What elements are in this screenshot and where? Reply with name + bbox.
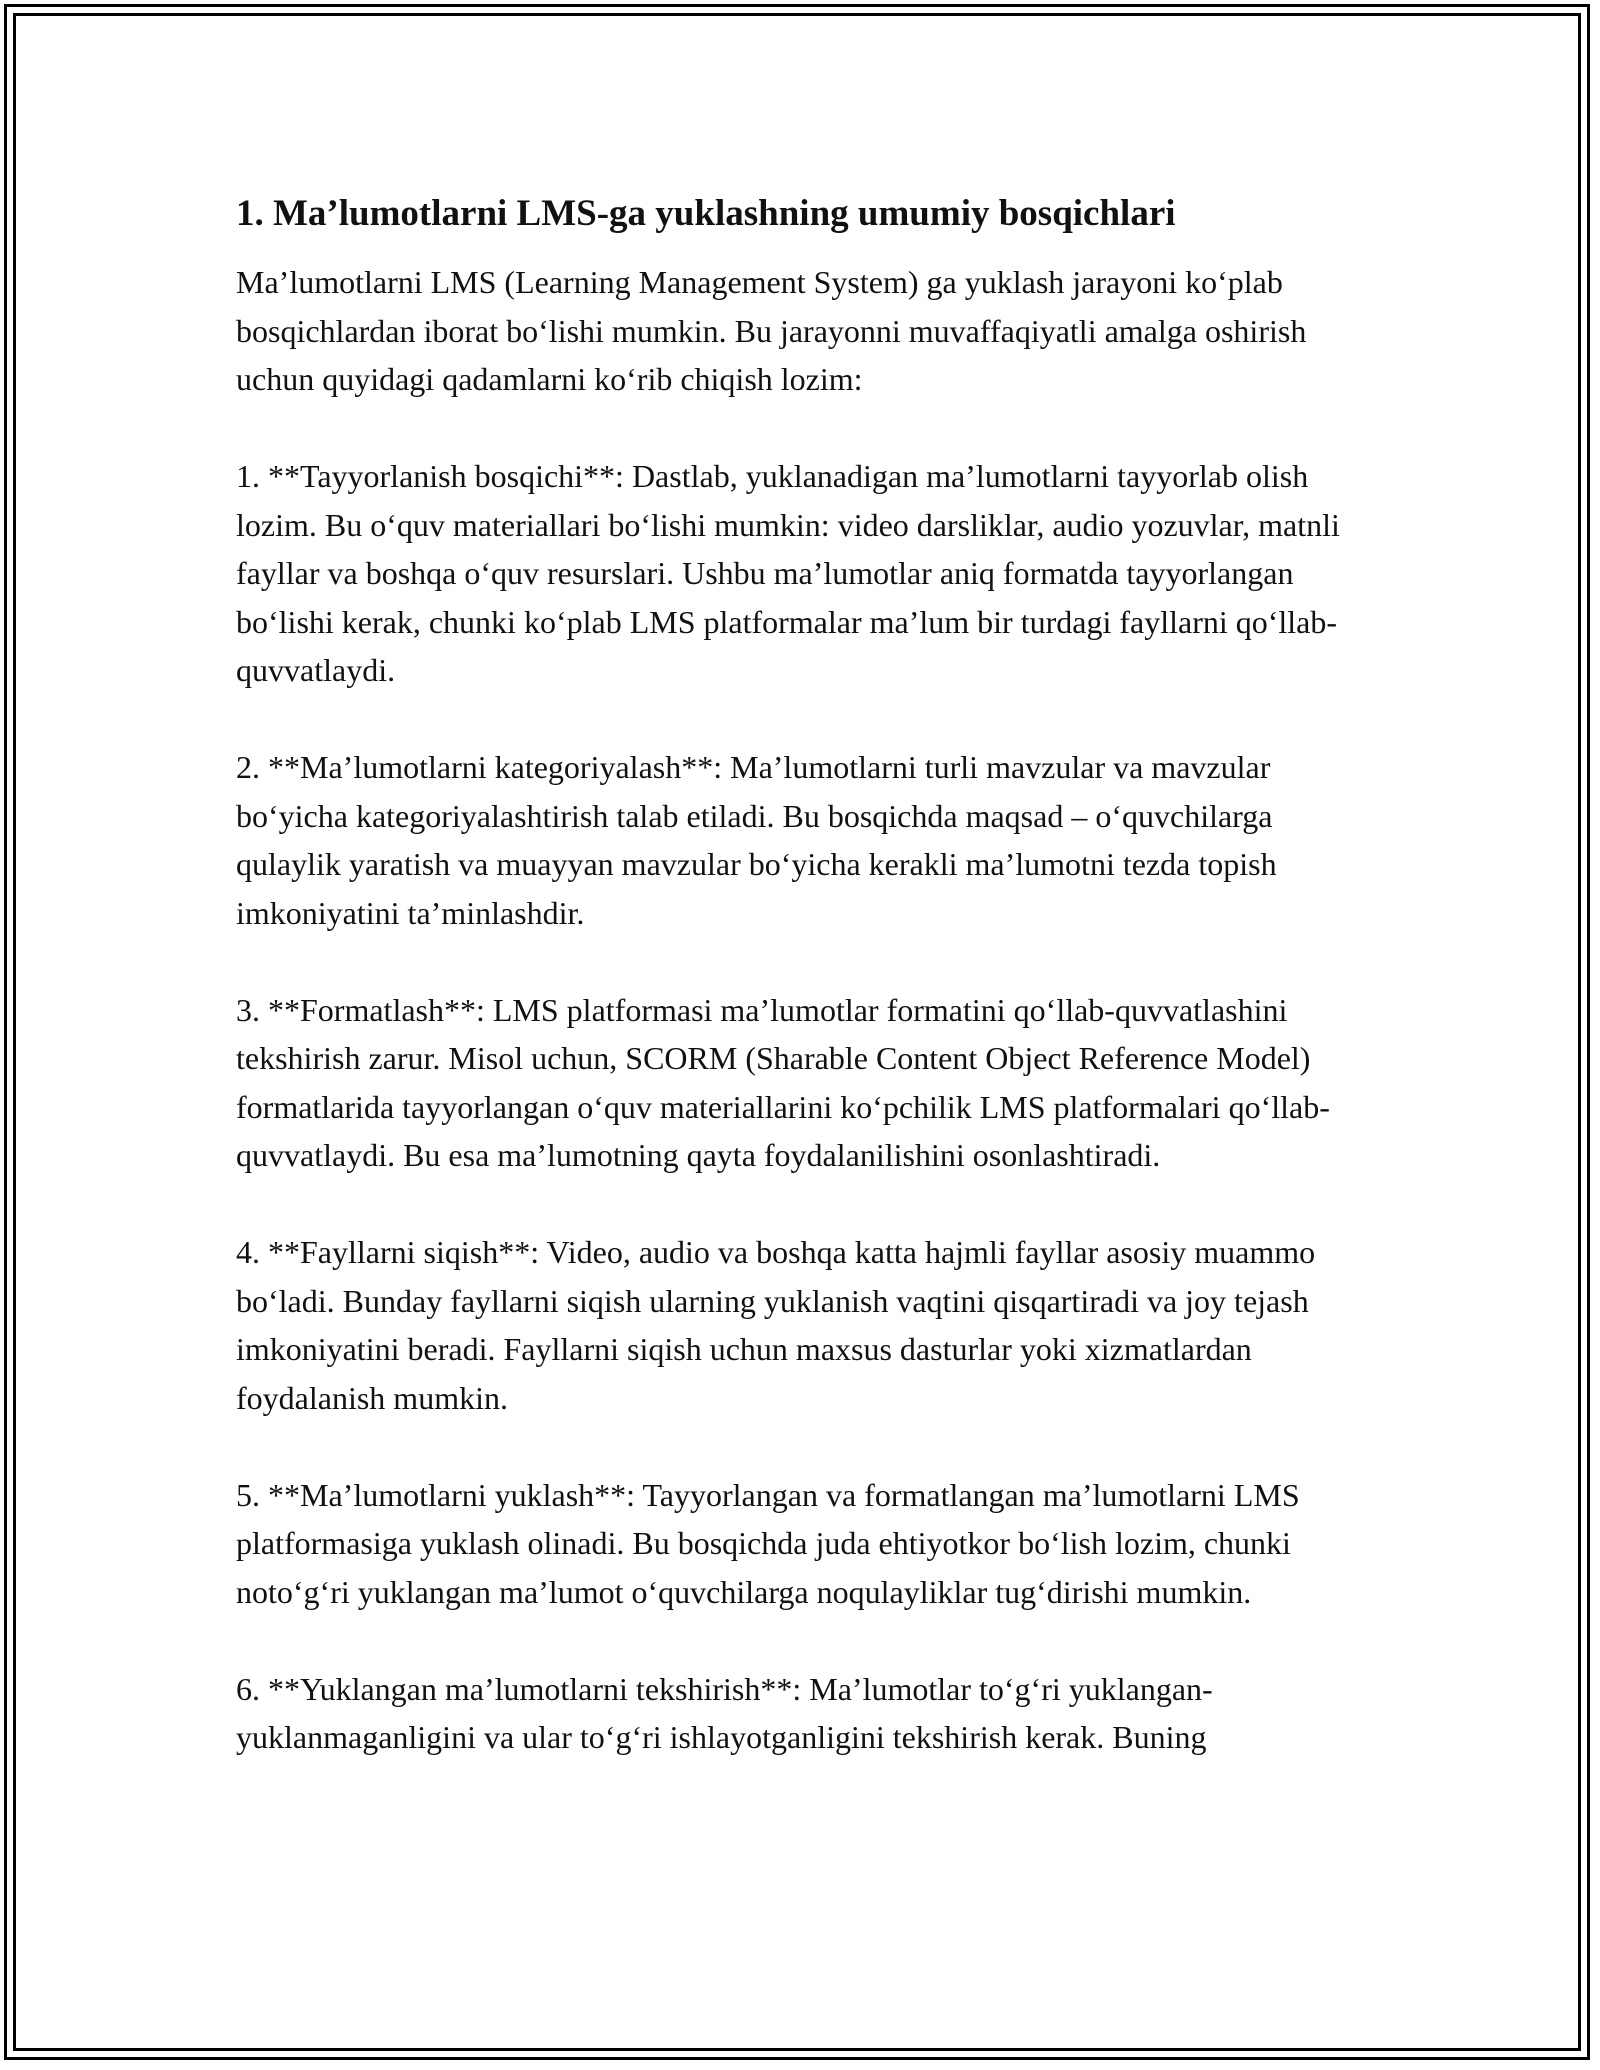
intro-paragraph: Ma’lumotlarni LMS (Learning Management System) ga yuklash jarayoni ko‘plab bosqichlardan iborat bo‘lishi mumkin. Bu jarayonni muvaffaqiyatli amalga oshirish uchun quyidagi qadamlarni ko‘rib chiqish lozim: (236, 264, 1307, 397)
document-body (236, 190, 1376, 1810)
step-6-paragraph: 6. **Yuklangan ma’lumotlarni tekshirish**: Ma’lumotlar to‘g‘ri yuklangan-yuklanmaganligini va ular to‘g‘ri ishlayotganligini tekshirish kerak. Buning (236, 1670, 1213, 1755)
step-4-paragraph: 4. **Fayllarni siqish**: Video, audio va boshqa katta hajmli fayllar asosiy muammo bo‘ladi. Bunday fayllarni siqish ularning yuklanish vaqtini qisqartiradi va joy tejash imkoniyatini beradi. Fayllarni siqish uchun maxsus dasturlar yoki xizmatlardan foydalanish mumkin. (236, 1234, 1316, 1416)
step-1-paragraph: 1. **Tayyorlanish bosqichi**: Dastlab, yuklanadigan ma’lumotlarni tayyorlab olish lozim. Bu o‘quv materiallari bo‘lishi mumkin: video darsliklar, audio yozuvlar, matnli fayllar va boshqa o‘quv resurslari. Ushbu ma’lumotlar aniq formatda tayyorlangan bo‘lishi kerak, chunki ko‘plab LMS platformalar ma’lum bir turdagi fayllarni qo‘llab-quvvatlaydi. (236, 458, 1340, 688)
step-5-paragraph: 5. **Ma’lumotlarni yuklash**: Tayyorlangan va formatlangan ma’lumotlarni LMS platformasiga yuklash olinadi. Bu bosqichda juda ehtiyotkor bo‘lish lozim, chunki noto‘g‘ri yuklangan ma’lumot o‘quvchilarga noqulayliklar tug‘dirishi mumkin. (236, 1476, 1300, 1610)
step-2-paragraph: 2. **Ma’lumotlarni kategoriyalash**: Ma’lumotlarni turli mavzular va mavzular bo‘yicha kategoriyalashtirish talab etiladi. Bu bosqichda maqsad – o‘quvchilarga qulaylik yaratish va muayyan mavzular bo‘yicha kerakli ma’lumotni tezda topish imkoniyatini ta’minlashdir. (236, 749, 1277, 931)
step-3-paragraph: 3. **Formatlash**: LMS platformasi ma’lumotlar formatini qo‘llab-quvvatlashini tekshirish zarur. Misol uchun, SCORM (Sharable Content Object Reference Model) formatlarida tayyorlangan o‘quv materiallarini ko‘pchilik LMS platformalari qo‘llab-quvvatlaydi. Bu esa ma’lumotning qayta foydalanilishini osonlashtiradi. (236, 991, 1330, 1173)
section-heading: 1. Ma’lumotlarni LMS-ga yuklashning umumiy bosqichlari (236, 193, 1176, 234)
